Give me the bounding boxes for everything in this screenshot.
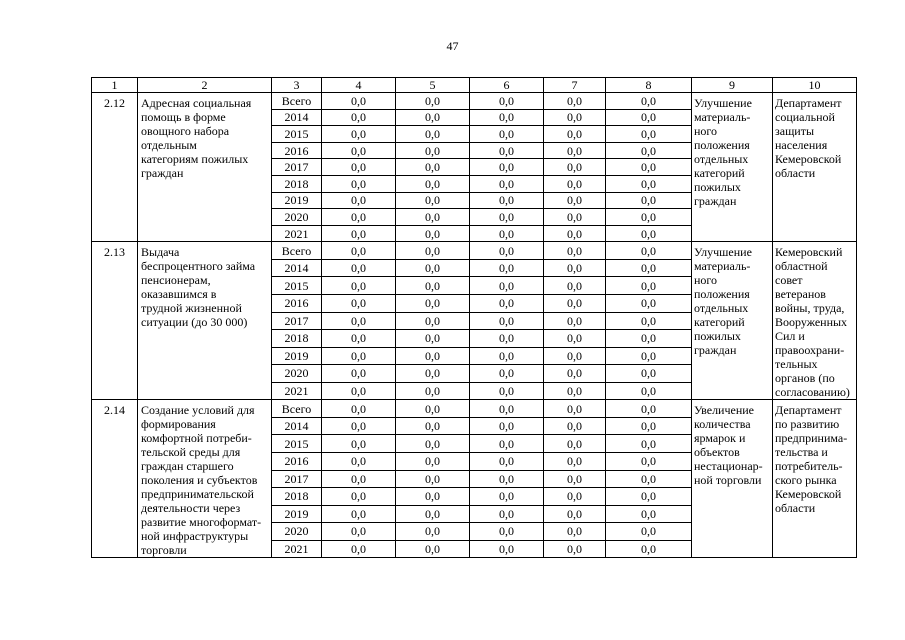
value-cell: 0,0 [322,242,396,260]
header-row [92,78,857,93]
value-cell: 0,0 [606,505,692,523]
header-cell: 2 [138,78,272,93]
value-cell: 0,0 [606,312,692,330]
value-cell: 0,0 [606,192,692,209]
value-cell: 0,0 [470,330,544,348]
value-cell: 0,0 [606,400,692,418]
value-cell: 0,0 [544,109,606,126]
value-cell: 0,0 [396,192,470,209]
year-cell: 2017 [272,312,322,330]
table-row [92,93,857,110]
value-cell: 0,0 [470,93,544,110]
value-cell: 0,0 [606,209,692,226]
value-cell: 0,0 [544,540,606,558]
value-cell: 0,0 [396,523,470,541]
value-cell: 0,0 [606,277,692,295]
value-cell: 0,0 [470,382,544,400]
year-cell: 2014 [272,109,322,126]
value-cell: 0,0 [606,488,692,506]
header-cell: 7 [544,78,606,93]
year-cell: 2015 [272,435,322,453]
value-cell: 0,0 [470,159,544,176]
value-cell: 0,0 [396,470,470,488]
value-cell: 0,0 [606,330,692,348]
value-cell: 0,0 [544,382,606,400]
value-cell: 0,0 [470,277,544,295]
value-cell: 0,0 [470,242,544,260]
value-cell: 0,0 [470,142,544,159]
item-number: 2.14 [92,400,138,558]
header-cell: 4 [322,78,396,93]
value-cell: 0,0 [322,93,396,110]
value-cell: 0,0 [322,382,396,400]
value-cell: 0,0 [322,192,396,209]
year-cell: 2018 [272,175,322,192]
expected-result: Улучшение материаль- ного положения отдельных категорий пожилых граждан [692,93,773,242]
value-cell: 0,0 [322,417,396,435]
value-cell: 0,0 [396,452,470,470]
value-cell: 0,0 [396,175,470,192]
executor: Департамент по развитию предпринима- тельства и потребитель- ского рынка Кемеровской области [773,400,857,558]
year-cell: 2020 [272,523,322,541]
value-cell: 0,0 [544,225,606,242]
value-cell: 0,0 [470,312,544,330]
value-cell: 0,0 [322,435,396,453]
value-cell: 0,0 [322,400,396,418]
value-cell: 0,0 [322,347,396,365]
year-cell: 2018 [272,488,322,506]
value-cell: 0,0 [322,259,396,277]
value-cell: 0,0 [470,400,544,418]
value-cell: 0,0 [470,259,544,277]
year-cell: Всего [272,400,322,418]
year-cell: 2016 [272,142,322,159]
value-cell: 0,0 [606,126,692,143]
value-cell: 0,0 [396,488,470,506]
value-cell: 0,0 [470,470,544,488]
measure-name: Выдача беспроцентного займа пенсионерам, оказавшимся в трудной жизненной ситуации (до 30 000) [138,242,272,400]
year-cell: 2021 [272,540,322,558]
year-cell: 2016 [272,452,322,470]
executor: Кемеровский областной совет ветеранов войны, труда, Вооруженных Сил и правоохрани- тельных органов (по согласованию) [773,242,857,400]
value-cell: 0,0 [322,488,396,506]
value-cell: 0,0 [396,330,470,348]
year-cell: 2019 [272,347,322,365]
value-cell: 0,0 [322,159,396,176]
value-cell: 0,0 [470,452,544,470]
value-cell: 0,0 [544,435,606,453]
header-cell: 6 [470,78,544,93]
year-cell: 2021 [272,382,322,400]
value-cell: 0,0 [470,347,544,365]
value-cell: 0,0 [322,505,396,523]
header-cell: 8 [606,78,692,93]
item-number: 2.12 [92,93,138,242]
value-cell: 0,0 [544,259,606,277]
year-cell: 2018 [272,330,322,348]
value-cell: 0,0 [470,209,544,226]
value-cell: 0,0 [470,109,544,126]
value-cell: 0,0 [396,242,470,260]
value-cell: 0,0 [544,452,606,470]
value-cell: 0,0 [606,259,692,277]
year-cell: 2015 [272,277,322,295]
value-cell: 0,0 [470,540,544,558]
year-cell: 2020 [272,209,322,226]
value-cell: 0,0 [470,126,544,143]
year-cell: 2021 [272,225,322,242]
value-cell: 0,0 [322,109,396,126]
value-cell: 0,0 [322,330,396,348]
value-cell: 0,0 [470,505,544,523]
value-cell: 0,0 [396,294,470,312]
year-cell: 2020 [272,365,322,383]
year-cell: 2019 [272,505,322,523]
value-cell: 0,0 [470,365,544,383]
value-cell: 0,0 [606,175,692,192]
value-cell: 0,0 [544,159,606,176]
year-cell: 2017 [272,159,322,176]
value-cell: 0,0 [396,365,470,383]
value-cell: 0,0 [396,142,470,159]
value-cell: 0,0 [396,540,470,558]
value-cell: 0,0 [606,347,692,365]
value-cell: 0,0 [606,470,692,488]
value-cell: 0,0 [606,294,692,312]
value-cell: 0,0 [544,175,606,192]
year-cell: Всего [272,93,322,110]
expected-result: Увеличение количества ярмарок и объектов нестационар- ной торговли [692,400,773,558]
value-cell: 0,0 [322,277,396,295]
value-cell: 0,0 [396,417,470,435]
value-cell: 0,0 [396,159,470,176]
value-cell: 0,0 [544,400,606,418]
value-cell: 0,0 [606,523,692,541]
value-cell: 0,0 [544,523,606,541]
value-cell: 0,0 [322,312,396,330]
executor: Департамент социальной защиты населения Кемеровской области [773,93,857,242]
value-cell: 0,0 [606,540,692,558]
value-cell: 0,0 [544,365,606,383]
header-cell: 5 [396,78,470,93]
value-cell: 0,0 [544,294,606,312]
value-cell: 0,0 [544,93,606,110]
value-cell: 0,0 [606,435,692,453]
expected-result: Улучшение материаль- ного положения отдельных категорий пожилых граждан [692,242,773,400]
value-cell: 0,0 [396,93,470,110]
year-cell: 2016 [272,294,322,312]
value-cell: 0,0 [606,225,692,242]
table-row [92,242,857,260]
page-number: 47 [446,39,459,53]
value-cell: 0,0 [544,347,606,365]
value-cell: 0,0 [470,417,544,435]
value-cell: 0,0 [606,159,692,176]
value-cell: 0,0 [470,225,544,242]
measure-name: Адресная социальная помощь в форме овощного набора отдельным категориям пожилых граждан [138,93,272,242]
value-cell: 0,0 [396,209,470,226]
item-number: 2.13 [92,242,138,400]
value-cell: 0,0 [396,277,470,295]
year-cell: 2019 [272,192,322,209]
value-cell: 0,0 [544,312,606,330]
value-cell: 0,0 [606,242,692,260]
value-cell: 0,0 [396,505,470,523]
year-cell: 2014 [272,259,322,277]
value-cell: 0,0 [322,142,396,159]
value-cell: 0,0 [606,93,692,110]
value-cell: 0,0 [396,259,470,277]
value-cell: 0,0 [606,452,692,470]
value-cell: 0,0 [322,365,396,383]
value-cell: 0,0 [606,417,692,435]
value-cell: 0,0 [544,505,606,523]
value-cell: 0,0 [396,312,470,330]
value-cell: 0,0 [322,452,396,470]
value-cell: 0,0 [396,435,470,453]
value-cell: 0,0 [544,277,606,295]
value-cell: 0,0 [470,523,544,541]
year-cell: 2014 [272,417,322,435]
year-cell: 2015 [272,126,322,143]
header-cell: 3 [272,78,322,93]
value-cell: 0,0 [470,488,544,506]
value-cell: 0,0 [544,470,606,488]
value-cell: 0,0 [322,175,396,192]
value-cell: 0,0 [544,242,606,260]
program-table [91,77,857,558]
value-cell: 0,0 [544,142,606,159]
value-cell: 0,0 [396,109,470,126]
value-cell: 0,0 [396,400,470,418]
table-row [92,400,857,418]
value-cell: 0,0 [322,540,396,558]
value-cell: 0,0 [544,330,606,348]
value-cell: 0,0 [606,382,692,400]
value-cell: 0,0 [470,192,544,209]
value-cell: 0,0 [544,488,606,506]
value-cell: 0,0 [606,142,692,159]
value-cell: 0,0 [396,225,470,242]
value-cell: 0,0 [322,470,396,488]
value-cell: 0,0 [470,294,544,312]
value-cell: 0,0 [470,175,544,192]
year-cell: 2017 [272,470,322,488]
value-cell: 0,0 [396,382,470,400]
value-cell: 0,0 [544,126,606,143]
header-cell: 9 [692,78,773,93]
header-cell: 1 [92,78,138,93]
value-cell: 0,0 [470,435,544,453]
value-cell: 0,0 [606,109,692,126]
value-cell: 0,0 [322,225,396,242]
measure-name: Создание условий для формирования комфортной потреби- тельской среды для граждан старшего поколения и субъектов предпринимательской деятельности через развитие многоформат- ной инфраструктуры торговли [138,400,272,558]
value-cell: 0,0 [322,294,396,312]
year-cell: Всего [272,242,322,260]
value-cell: 0,0 [396,126,470,143]
value-cell: 0,0 [396,347,470,365]
value-cell: 0,0 [544,417,606,435]
value-cell: 0,0 [544,192,606,209]
value-cell: 0,0 [322,126,396,143]
header-cell: 10 [773,78,857,93]
value-cell: 0,0 [322,523,396,541]
value-cell: 0,0 [606,365,692,383]
value-cell: 0,0 [322,209,396,226]
value-cell: 0,0 [544,209,606,226]
